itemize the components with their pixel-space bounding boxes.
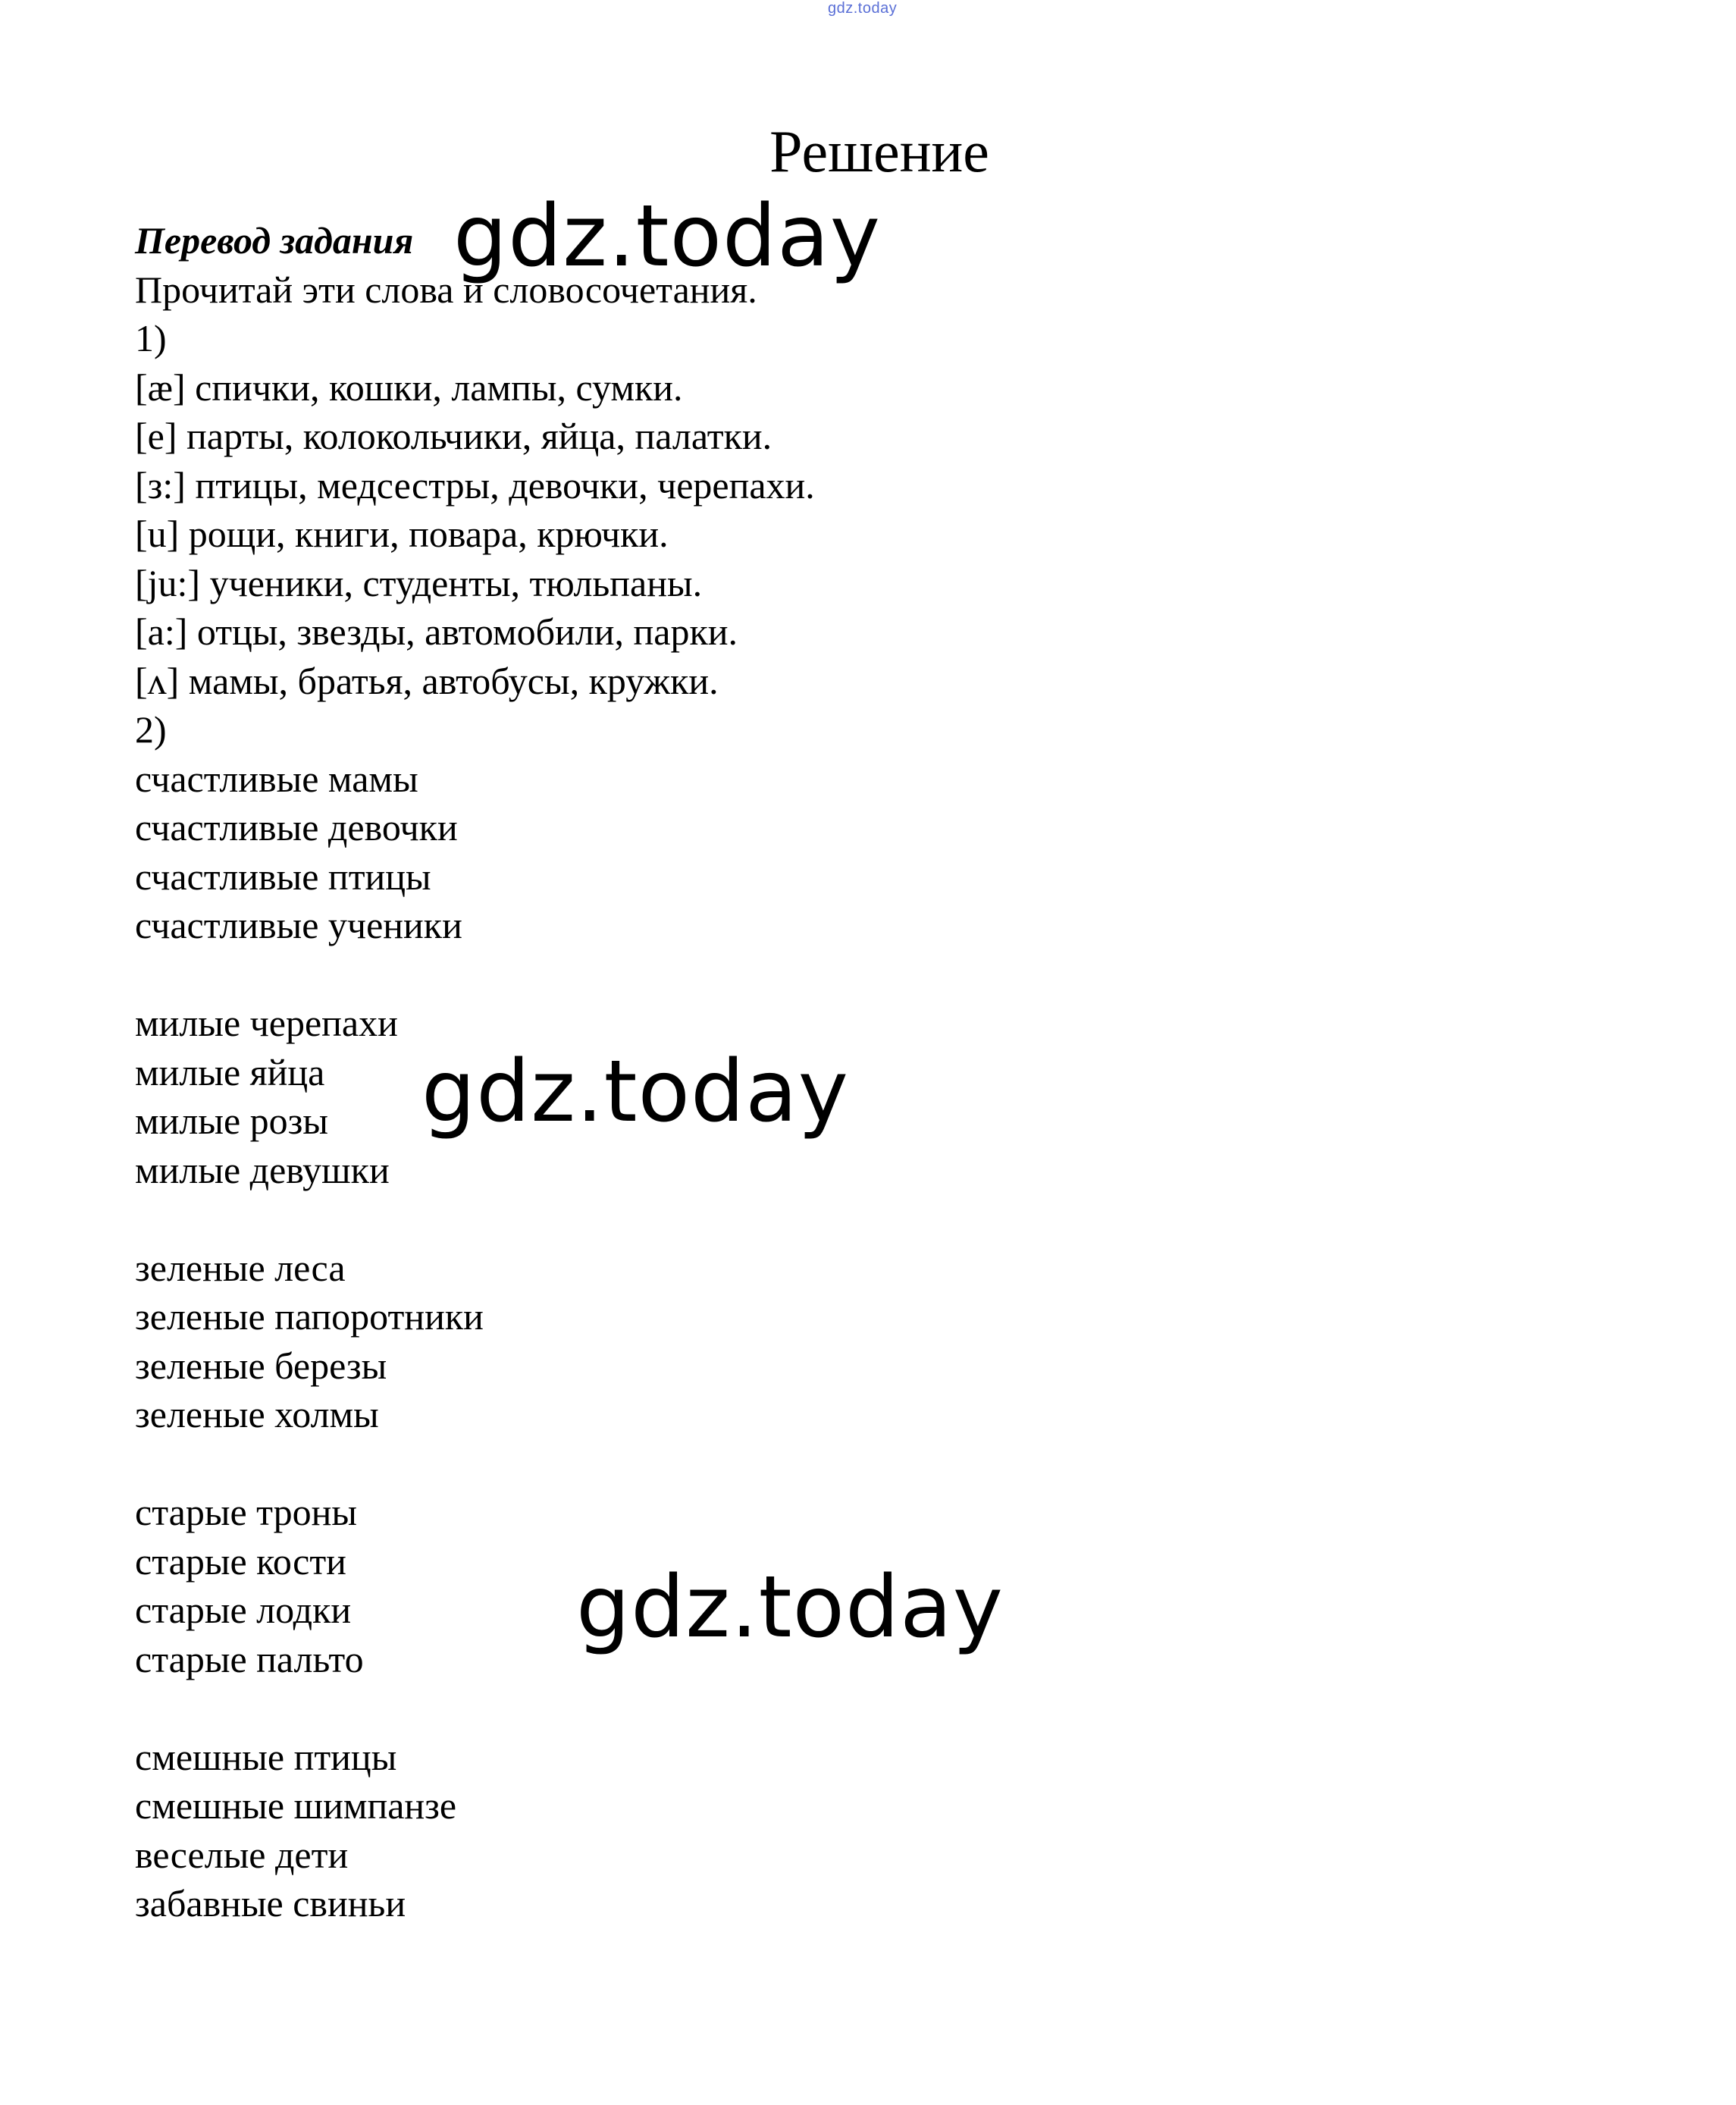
phrase-line: зеленые холмы <box>135 1393 379 1435</box>
phrase-line: забавные свиньи <box>135 1882 406 1925</box>
phrase-line: зеленые леса <box>135 1246 346 1289</box>
phrase-line: милые черепахи <box>135 1002 398 1044</box>
group-spacer <box>135 950 815 999</box>
phonetic-line: [ʌ] мамы, братья, автобусы, кружки. <box>135 659 719 702</box>
phrase-line: старые пальто <box>135 1637 364 1680</box>
phrase-line: старые троны <box>135 1491 357 1533</box>
watermark: gdz.today <box>576 1558 1004 1657</box>
group-spacer <box>135 1194 815 1244</box>
phrase-line: счастливые птицы <box>135 855 431 898</box>
task-instruction: Прочитай эти слова и словосочетания. <box>135 268 757 311</box>
phonetic-line: [a:] отцы, звезды, автомобили, парки. <box>135 610 738 653</box>
phrase-group <box>135 1733 815 1928</box>
phonetic-line: [e] парты, колокольчики, яйца, палатки. <box>135 415 772 457</box>
top-watermark: gdz.today <box>828 0 898 17</box>
page-title: Решение <box>769 118 989 184</box>
phrase-line: смешные шимпанзе <box>135 1784 457 1827</box>
phrase-line: веселые дети <box>135 1833 349 1876</box>
phonetic-line: [æ] спички, кошки, лампы, сумки. <box>135 365 683 409</box>
phrase-line: зеленые папоротники <box>135 1295 484 1338</box>
phrase-line: счастливые ученики <box>135 904 462 946</box>
task-heading: Перевод задания <box>135 219 414 262</box>
group-spacer <box>135 1439 815 1489</box>
phonetic-line: [ju:] ученики, студенты, тюльпаны. <box>135 561 703 604</box>
phrase-line: милые девушки <box>135 1148 390 1191</box>
phrase-line: милые розы <box>135 1100 328 1142</box>
phrase-line: счастливые мамы <box>135 757 418 800</box>
phrase-line: старые лодки <box>135 1589 352 1631</box>
part1-label: 1) <box>135 317 167 359</box>
phonetic-line: [u] рощи, книги, повара, крючки. <box>135 513 669 555</box>
phrase-line: милые яйца <box>135 1050 325 1093</box>
part2-label: 2) <box>135 708 167 751</box>
phrase-line: смешные птицы <box>135 1735 397 1778</box>
phrase-line: счастливые девочки <box>135 806 458 849</box>
phonetic-line: [з:] птицы, медсестры, девочки, черепахи. <box>135 463 815 507</box>
phrase-group <box>135 1244 815 1439</box>
watermark: gdz.today <box>421 1043 850 1141</box>
group-spacer <box>135 1683 815 1733</box>
phrase-group <box>135 754 815 950</box>
watermark: gdz.today <box>453 187 882 286</box>
phrase-line: зеленые березы <box>135 1344 387 1387</box>
phrase-line: старые кости <box>135 1539 346 1583</box>
